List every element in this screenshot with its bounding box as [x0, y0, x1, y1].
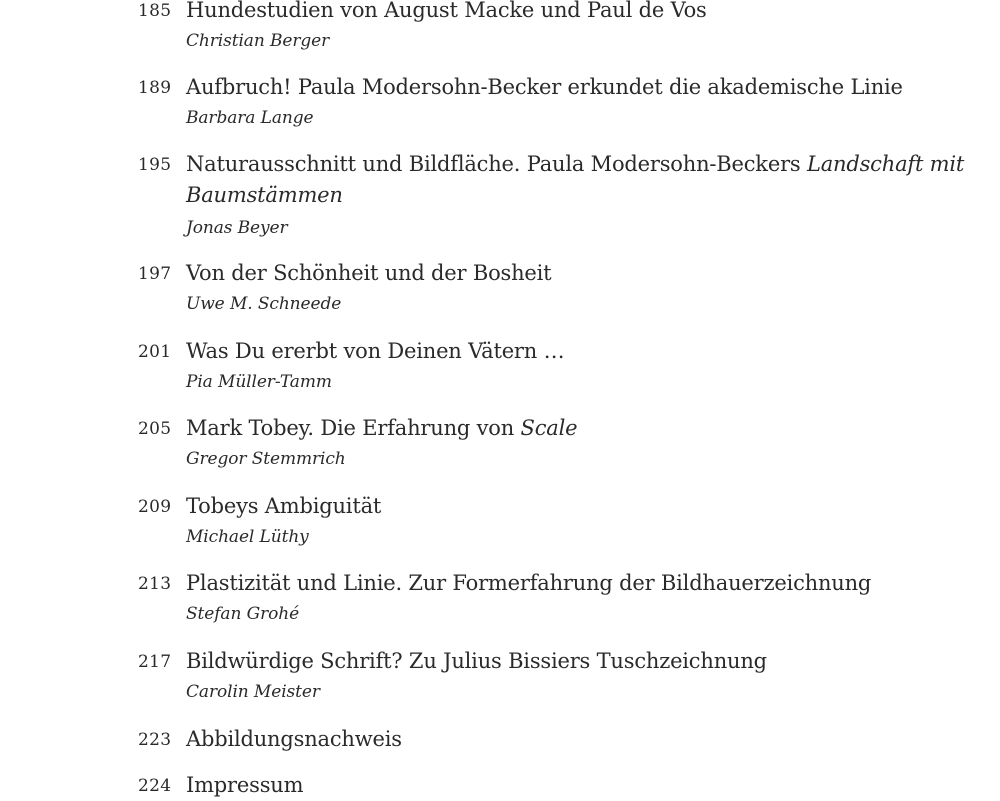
- entry-title-text: Naturausschnitt und Bildfläche. Paula Modersohn-Beckers: [186, 152, 807, 176]
- entry-title: [186, 646, 876, 677]
- entry-author: Christian Berger: [186, 31, 330, 51]
- entry-title-text: Mark Tobey. Die Erfahrung von: [186, 416, 521, 440]
- page-number: 201: [138, 342, 172, 362]
- entry-title-line-1: [186, 413, 876, 444]
- page-number: 223: [138, 730, 172, 750]
- page-number: 197: [138, 264, 172, 284]
- entry-author: Uwe M. Schneede: [186, 294, 342, 314]
- entry-title: [186, 0, 876, 26]
- entry-title-text: Abbildungsnachweis: [186, 727, 402, 751]
- entry-author: Pia Müller-Tamm: [186, 372, 332, 392]
- entry-author: Stefan Grohé: [186, 604, 300, 624]
- page-number: 217: [138, 652, 172, 672]
- entry-title-italic: Scale: [520, 416, 578, 440]
- entry-title: [186, 568, 876, 599]
- entry-title-text: Von der Schönheit und der Bosheit: [186, 261, 552, 285]
- page-number: 195: [138, 155, 172, 175]
- page-number: 205: [138, 419, 172, 439]
- entry-author: Michael Lüthy: [186, 527, 309, 547]
- page-number: 189: [138, 78, 172, 98]
- entry-title: [186, 491, 876, 522]
- entry-author: Jonas Beyer: [186, 218, 288, 238]
- entry-title: [186, 72, 903, 103]
- entry-title-italic: Landschaft mit: [806, 152, 965, 176]
- entry-title-text: Was Du ererbt von Deinen Vätern …: [186, 339, 565, 363]
- entry-title: [186, 770, 876, 801]
- entry-author: Gregor Stemmrich: [186, 449, 346, 469]
- entry-title-text: Tobeys Ambiguität: [186, 494, 382, 518]
- entry-author: Barbara Lange: [186, 108, 314, 128]
- entry-title-italic: Baumstämmen: [186, 183, 343, 207]
- entry-title: [186, 413, 876, 444]
- entry-title: [186, 724, 876, 755]
- entry-title-text: Impressum: [186, 773, 304, 797]
- entry-title: [186, 149, 965, 211]
- page-number: 213: [138, 574, 172, 594]
- entry-title-text: Hundestudien von August Macke und Paul de Vos: [186, 0, 707, 22]
- entry-title: [186, 258, 876, 289]
- entry-author: Carolin Meister: [186, 682, 320, 702]
- entry-title-text: Aufbruch! Paula Modersohn-Becker erkundet die akademische Linie: [186, 75, 903, 99]
- page-number: 209: [138, 497, 172, 517]
- entry-title-text: Bildwürdige Schrift? Zu Julius Bissiers Tuschzeichnung: [186, 649, 767, 673]
- page-number: 185: [138, 1, 172, 21]
- page-number: 224: [138, 776, 172, 796]
- entry-title-line-2: [186, 180, 876, 211]
- entry-title-line-1: [186, 149, 965, 180]
- entry-title: [186, 336, 876, 367]
- entry-title-text: Plastizität und Linie. Zur Formerfahrung der Bildhauerzeichnung: [186, 571, 872, 595]
